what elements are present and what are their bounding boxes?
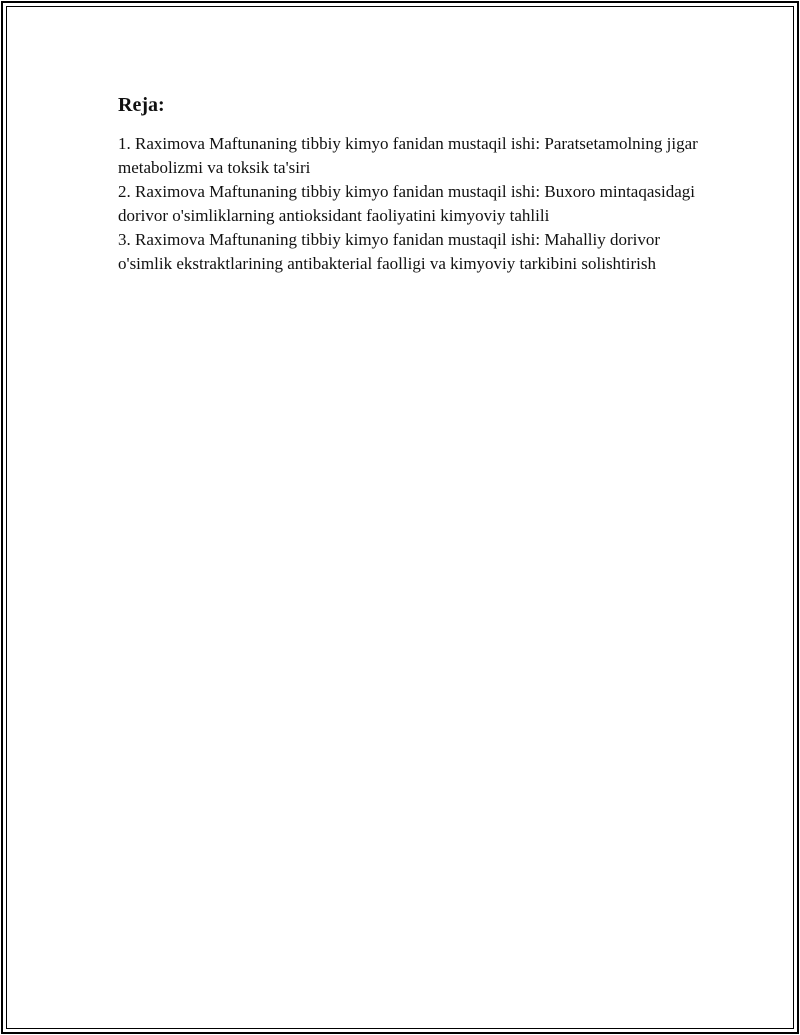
plan-item-1: 1. Raximova Maftunaning tibbiy kimyo fanidan mustaqil ishi: Paratsetamolning jigar metabolizmi va toksik ta'siri — [118, 134, 698, 177]
plan-heading: Reja: — [118, 94, 165, 116]
plan-item-2: 2. Raximova Maftunaning tibbiy kimyo fanidan mustaqil ishi: Buxoro mintaqasidagi dorivor o'simliklarning antioksidant faoliyatini kimyoviy tahlili — [118, 182, 695, 225]
plan-list — [118, 132, 698, 276]
plan-item-3: 3. Raximova Maftunaning tibbiy kimyo fanidan mustaqil ishi: Mahalliy dorivor o'simlik ekstraktlarining antibakterial faolligi va kimyoviy tarkibini solishtirish — [118, 230, 661, 273]
document-body — [118, 92, 698, 276]
